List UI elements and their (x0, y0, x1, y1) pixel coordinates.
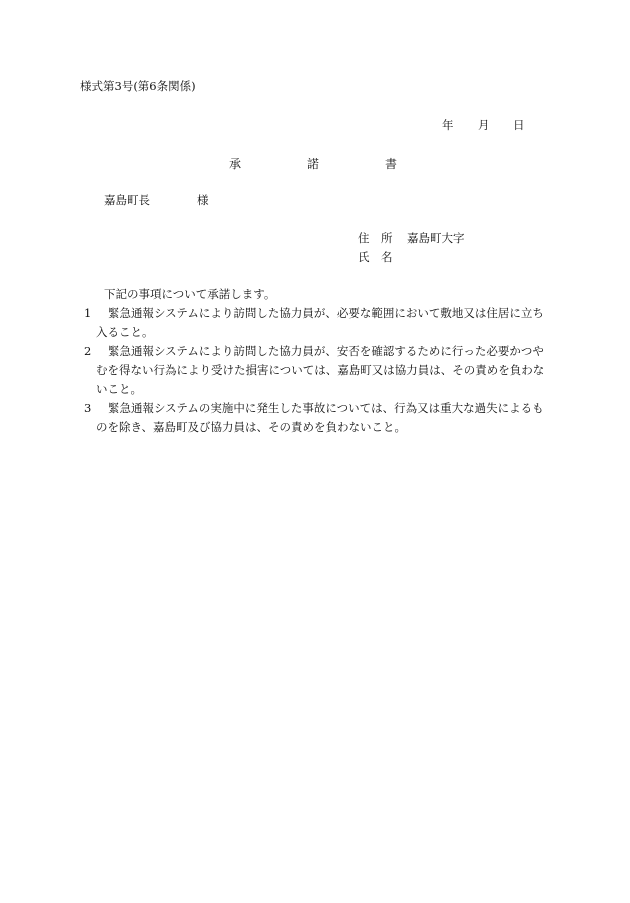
intro-text: 下記の事項について承諾します。 (104, 287, 276, 301)
clause-line (80, 304, 552, 323)
title-char: 承 (229, 157, 242, 171)
form-number-label: 様式第3号(第6条関係) (80, 79, 196, 93)
clause-line (80, 342, 552, 361)
title-char: 書 (385, 157, 398, 171)
clause-item (80, 399, 552, 437)
clause-number: 1 (84, 306, 92, 320)
clause-line: のを除き、嘉島町及び協力員は、その責めを負わないこと。 (96, 420, 407, 434)
clause-item (80, 304, 552, 342)
clause-text: 緊急通報システムにより訪問した協力員が、安否を確認するために行った必要かつや (108, 344, 544, 358)
date-year-label: 年 (442, 118, 454, 132)
clause-line: 入ること。 (96, 325, 154, 339)
name-label: 氏 名 (358, 250, 393, 264)
address-value: 嘉島町大字 (407, 231, 465, 245)
clause-text: 緊急通報システムの実施中に発生した事故については、行為又は重大な過失によるも (108, 401, 544, 415)
clause-number: 3 (84, 401, 92, 415)
date-month-label: 月 (478, 118, 490, 132)
address-label: 住 所 (358, 231, 393, 245)
title-char: 諾 (307, 157, 320, 171)
clause-line: むを得ない行為により受けた損害については、嘉島町又は協力員は、その責めを負わな (96, 363, 545, 377)
recipient-honorific: 様 (197, 193, 209, 207)
date-day-label: 日 (513, 118, 525, 132)
clause-line (80, 399, 552, 418)
clause-text: 緊急通報システムにより訪問した協力員が、必要な範囲において敷地又は住居に立ち (108, 306, 544, 320)
clause-line: いこと。 (96, 382, 142, 396)
clause-number: 2 (84, 344, 92, 358)
clause-item (80, 342, 552, 399)
recipient-name: 嘉島町長 (104, 193, 150, 207)
